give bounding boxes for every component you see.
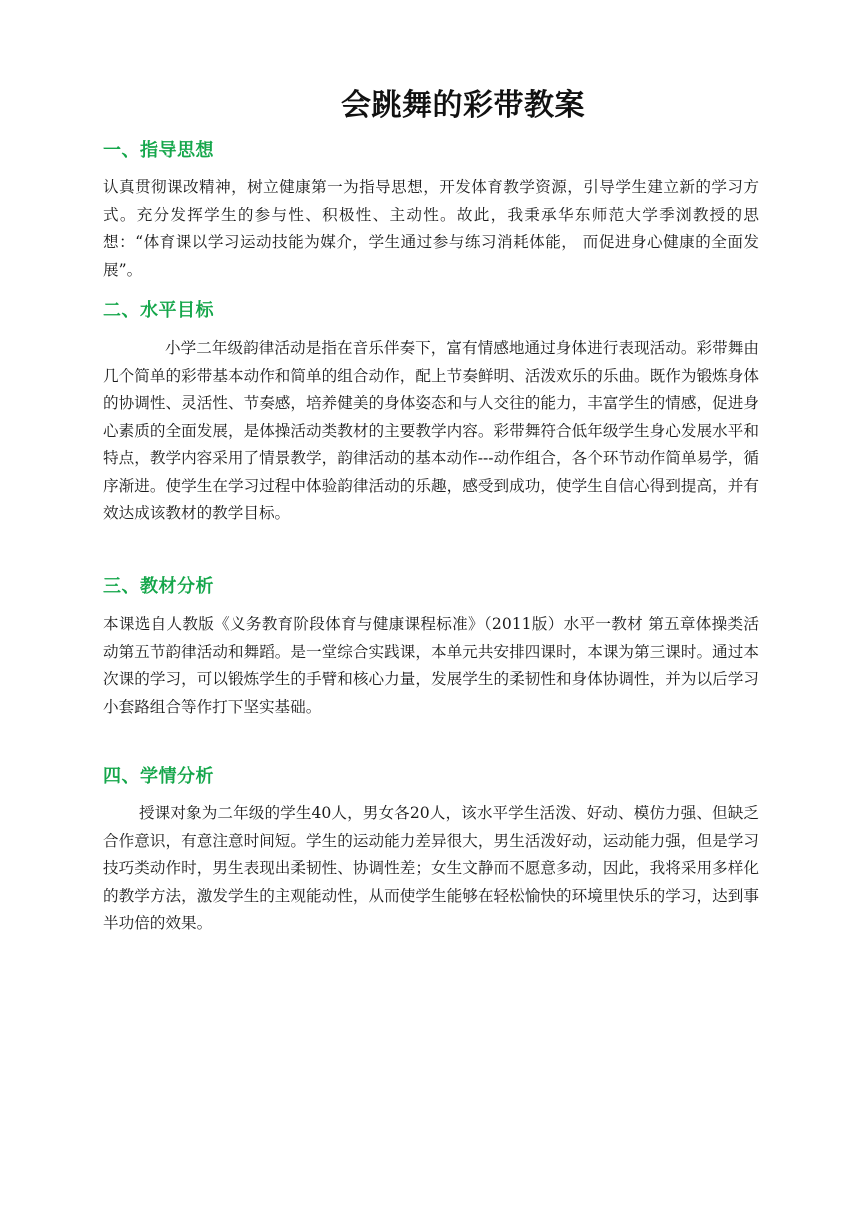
page-title: 会跳舞的彩带教案 <box>341 88 585 123</box>
section-body-guiding-ideology: 认真贯彻课改精神，树立健康第一为指导思想，开发体育教学资源，引导学生建立新的学习方式。充分发挥学生的参与性、积极性、主动性。故此，我秉承华东师范大学季浏教授的思想：“体育课以学习运动技能为媒介，学生通过参与练习消耗体能， 而促进身心健康的全面发展”。 <box>103 178 759 279</box>
section-heading-guiding-ideology: 一、指导思想 <box>103 140 214 161</box>
section-body-material-analysis: 本课选自人教版《义务教育阶段体育与健康课程标准》（2011版）水平一教材 第五章体操类活动第五节韵律活动和舞蹈。是一堂综合实践课，本单元共安排四课时，本课为第三课时。通过本次课的学习，可以锻炼学生的手臂和核心力量，发展学生的柔韧性和身体协调性，并为以后学习小套路组合等作打下坚实基础。 <box>103 615 759 716</box>
section-body-student-analysis: 授课对象为二年级的学生40人，男女各20人，该水平学生活泼、好动、模仿力强、但缺乏合作意识，有意注意时间短。学生的运动能力差异很大，男生活泼好动，运动能力强，但是学习技巧类动作时，男生表现出柔韧性、协调性差；女生文静而不愿意多动，因此，我将采用多样化的教学方法，激发学生的主观能动性，从而使学生能够在轻松愉快的环境里快乐的学习，达到事半功倍的效果。 <box>103 804 759 932</box>
section-heading-material-analysis: 三、教材分析 <box>103 576 214 597</box>
section-body-level-goals: 小学二年级韵律活动是指在音乐伴奏下，富有情感地通过身体进行表现活动。彩带舞由几个简单的彩带基本动作和简单的组合动作，配上节奏鲜明、活泼欢乐的乐曲。既作为锻炼身体的协调性、灵活性、节奏感，培养健美的身体姿态和与人交往的能力，丰富学生的情感，促进身心素质的全面发展，是体操活动类教材的主要教学内容。彩带舞符合低年级学生身心发展水平和特点，教学内容采用了情景教学，韵律活动的基本动作---动作组合，各个环节动作简单易学，循序渐进。使学生在学习过程中体验韵律活动的乐趣，感受到成功，使学生自信心得到提高，并有效达成该教材的教学目标。 <box>103 339 759 522</box>
section-heading-level-goals: 二、水平目标 <box>103 300 214 321</box>
section-heading-student-analysis: 四、学情分析 <box>103 766 214 787</box>
